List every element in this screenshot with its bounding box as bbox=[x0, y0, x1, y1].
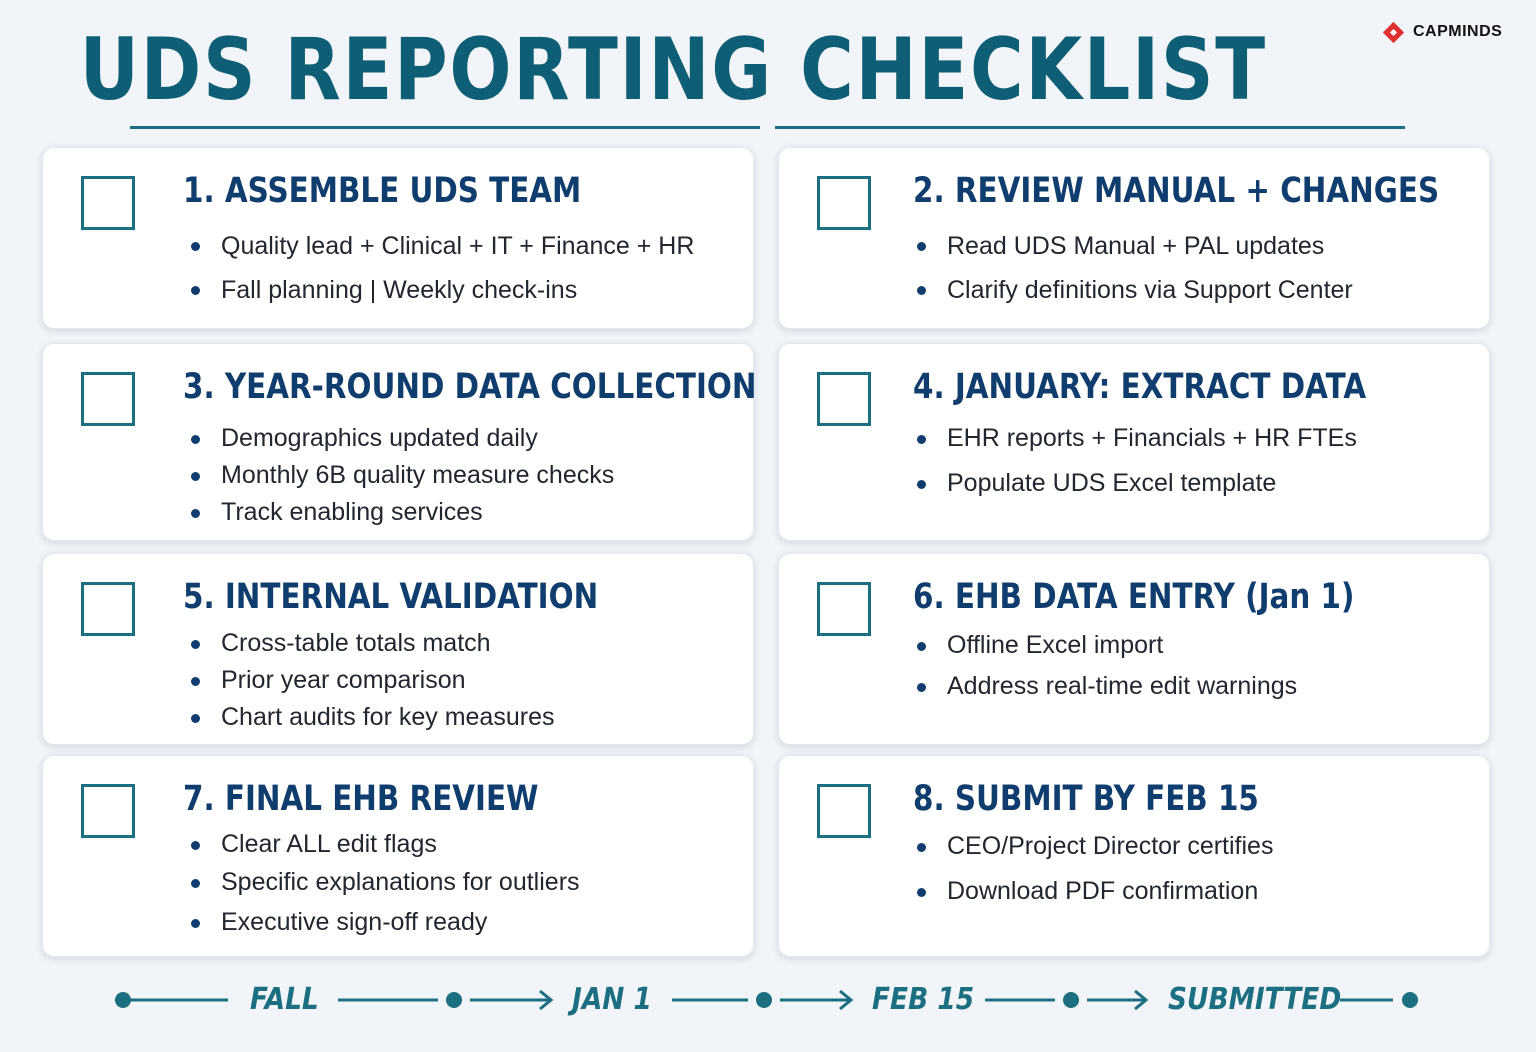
checkbox-8[interactable] bbox=[817, 784, 871, 838]
timeline-label-fall: FALL bbox=[250, 982, 319, 1017]
card-title: 2. REVIEW MANUAL + CHANGES bbox=[913, 171, 1440, 211]
timeline-label-jan1: JAN 1 bbox=[572, 982, 652, 1017]
bullet-list bbox=[191, 420, 614, 531]
bullet-item: EHR reports + Financials + HR FTEs bbox=[917, 416, 1357, 461]
checkbox-6[interactable] bbox=[817, 582, 871, 636]
capminds-logo-icon bbox=[1383, 21, 1404, 42]
timeline-dot bbox=[1063, 992, 1079, 1008]
bullet-list bbox=[917, 625, 1297, 707]
timeline-label-submitted: SUBMITTED bbox=[1168, 982, 1342, 1017]
bullet-item: Clarify definitions via Support Center bbox=[917, 268, 1353, 312]
checklist-card-7 bbox=[42, 755, 754, 957]
checklist-card-5 bbox=[42, 553, 754, 745]
bullet-item: Prior year comparison bbox=[191, 662, 554, 699]
bullet-item: Specific explanations for outliers bbox=[191, 863, 580, 902]
checkbox-3[interactable] bbox=[81, 372, 135, 426]
checklist-card-4 bbox=[778, 343, 1490, 541]
bullet-item: CEO/Project Director certifies bbox=[917, 824, 1273, 869]
bullet-item: Address real-time edit warnings bbox=[917, 666, 1297, 707]
card-title: 8. SUBMIT BY FEB 15 bbox=[913, 779, 1259, 819]
checklist-card-2 bbox=[778, 147, 1490, 329]
timeline-dot bbox=[756, 992, 772, 1008]
bullet-item: Offline Excel import bbox=[917, 625, 1297, 666]
timeline-label-feb15: FEB 15 bbox=[872, 982, 975, 1017]
checkbox-7[interactable] bbox=[81, 784, 135, 838]
card-title: 3. YEAR-ROUND DATA COLLECTION bbox=[183, 367, 757, 407]
card-title: 6. EHB DATA ENTRY (Jan 1) bbox=[913, 577, 1355, 617]
bullet-list bbox=[917, 824, 1273, 914]
brand-logo bbox=[1386, 20, 1502, 44]
bullet-item: Fall planning | Weekly check-ins bbox=[191, 268, 694, 312]
checkbox-2[interactable] bbox=[817, 176, 871, 230]
title-underline-left bbox=[130, 126, 760, 129]
bullet-item: Cross-table totals match bbox=[191, 625, 554, 662]
checkbox-4[interactable] bbox=[817, 372, 871, 426]
checklist-card-3 bbox=[42, 343, 757, 541]
bullet-item: Download PDF confirmation bbox=[917, 869, 1273, 914]
bullet-list bbox=[191, 224, 694, 312]
brand-name: CAPMINDS bbox=[1413, 23, 1503, 40]
checklist-card-8 bbox=[778, 755, 1490, 957]
page-title: UDS REPORTING CHECKLIST bbox=[79, 20, 1267, 120]
bullet-item: Read UDS Manual + PAL updates bbox=[917, 224, 1353, 268]
bullet-list bbox=[191, 826, 580, 943]
bullet-item: Quality lead + Clinical + IT + Finance + HR bbox=[191, 224, 694, 268]
timeline-dot bbox=[1402, 992, 1418, 1008]
checklist-card-1 bbox=[42, 147, 754, 329]
title-underline-right bbox=[775, 126, 1405, 129]
card-title: 4. JANUARY: EXTRACT DATA bbox=[913, 367, 1367, 407]
bullet-item: Clear ALL edit flags bbox=[191, 826, 580, 863]
bullet-list bbox=[917, 224, 1353, 312]
checkbox-1[interactable] bbox=[81, 176, 135, 230]
timeline bbox=[0, 970, 1536, 1030]
checkbox-5[interactable] bbox=[81, 582, 135, 636]
bullet-item: Populate UDS Excel template bbox=[917, 461, 1357, 506]
card-title: 7. FINAL EHB REVIEW bbox=[183, 779, 539, 819]
bullet-item: Track enabling services bbox=[191, 494, 614, 531]
bullet-list bbox=[191, 625, 554, 736]
bullet-item: Executive sign-off ready bbox=[191, 902, 580, 943]
card-title: 1. ASSEMBLE UDS TEAM bbox=[183, 171, 582, 211]
timeline-dot bbox=[115, 992, 131, 1008]
bullet-item: Demographics updated daily bbox=[191, 420, 614, 457]
card-title: 5. INTERNAL VALIDATION bbox=[183, 577, 599, 617]
bullet-item: Chart audits for key measures bbox=[191, 699, 554, 736]
bullet-item: Monthly 6B quality measure checks bbox=[191, 457, 614, 494]
bullet-list bbox=[917, 416, 1357, 506]
timeline-dot bbox=[446, 992, 462, 1008]
checklist-card-6 bbox=[778, 553, 1490, 745]
